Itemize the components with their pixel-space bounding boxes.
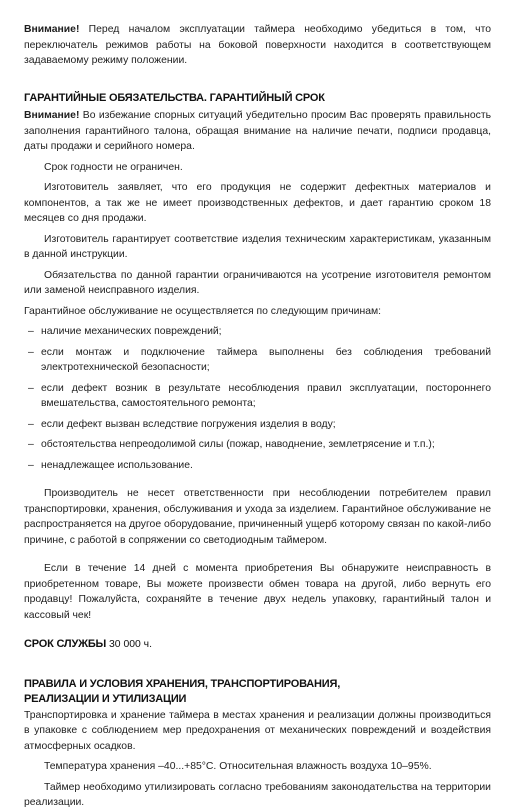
intro-attention: Внимание! <box>24 24 80 35</box>
storage-title-line-1: ПРАВИЛА И УСЛОВИЯ ХРАНЕНИЯ, ТРАНСПОРТИРОВАНИЯ, <box>24 677 341 690</box>
storage-paragraph-temperature: Температура хранения –40...+85°С. Относительная влажность воздуха 10–95%. <box>44 761 432 772</box>
list-item: – если дефект возник в результате несоблюдения правил эксплуатации, постороннего вмешательства, самостоятельного ремонта; <box>24 381 491 412</box>
storage-paragraph-transport: Транспортировка и хранение таймера в местах хранения и реализации должны производиться в упаковке с соблюдением мер предохранения от механических повреждений и воздействия атмосферных осадков. <box>24 709 491 752</box>
intro-text: Перед началом эксплуатации таймера необходимо убедиться в том, что переключатель режимов работы на боковой поверхности находится в соответствующем задаваемому режиму положении. <box>24 24 491 66</box>
storage-paragraph-disposal: Таймер необходимо утилизировать согласно требованиям законодательства на территории реализации. <box>24 781 491 808</box>
service-life-label: СРОК СЛУЖБЫ <box>24 638 107 650</box>
list-item: – обстоятельства непреодолимой силы (пожар, наводнение, землетрясение и т.п.); <box>24 437 491 453</box>
service-life-value: 30 000 ч. <box>106 639 152 650</box>
warranty-attention-paragraph <box>24 108 491 155</box>
warranty-paragraph-liability: Производитель не несет ответственности при несоблюдении потребителем правил транспортировки, хранения, обслуживания и ухода за изделием. Гарантийное обслуживание не распространяется на другое оборудование, причиненный ущерб которому связан по какой-либо причине, с работой в сопряжении со светодиодным таймером. <box>24 488 491 546</box>
warranty-paragraph-compliance: Изготовитель гарантирует соответствие изделия техническим характеристикам, указанным в данной инструкции. <box>24 233 491 260</box>
storage-title-line-2: РЕАЛИЗАЦИИ И УТИЛИЗАЦИИ <box>24 693 187 705</box>
document-page <box>24 22 491 811</box>
warranty-paragraph-exchange: Если в течение 14 дней с момента приобретения Вы обнаружите неисправность в приобретенном товаре, Вы можете произвести обмен товара на другой, либо вернуть его продавцу! Пожалуйста, сохраняйте в течение двух недель упаковку, гарантийный талон и кассовый чек! <box>24 563 491 621</box>
exclusion-list <box>24 324 491 473</box>
intro-paragraph <box>24 22 491 69</box>
list-item: – ненадлежащее использование. <box>24 458 491 474</box>
list-item: – если монтаж и подключение таймера выполнены без соблюдения требований электротехнической безопасности; <box>24 345 491 376</box>
warranty-paragraph-shelf-life: Срок годности не ограничен. <box>44 161 183 173</box>
service-life-line <box>24 637 491 653</box>
storage-title <box>24 677 491 708</box>
warranty-paragraph-obligations: Обязательства по данной гарантии ограничиваются на усотрение изготовителя ремонтом или заменой неисправного изделия. <box>24 269 491 296</box>
list-item: – если дефект вызван вследствие погружения изделия в воду; <box>24 417 491 433</box>
warranty-paragraph-exclusions: Гарантийное обслуживание не осуществляется по следующим причинам: <box>24 305 381 317</box>
list-item: – наличие механических повреждений; <box>24 324 491 340</box>
warranty-attention: Внимание! <box>24 110 80 121</box>
warranty-attention-text: Во избежание спорных ситуаций убедительно просим Вас проверять правильность заполнения гарантийного талона, обращая внимание на наличие печати, подписи продавца, даты продажи и серийного номера. <box>24 110 491 152</box>
warranty-paragraph-no-defects: Изготовитель заявляет, что его продукция не содержит дефектных материалов и компонентов, а так же не имеет производственных дефектов, и дает гарантию сроком 18 месяцев со дня продажи. <box>24 182 491 224</box>
warranty-title: ГАРАНТИЙНЫЕ ОБЯЗАТЕЛЬСТВА. ГАРАНТИЙНЫЙ СРОК <box>24 91 325 104</box>
